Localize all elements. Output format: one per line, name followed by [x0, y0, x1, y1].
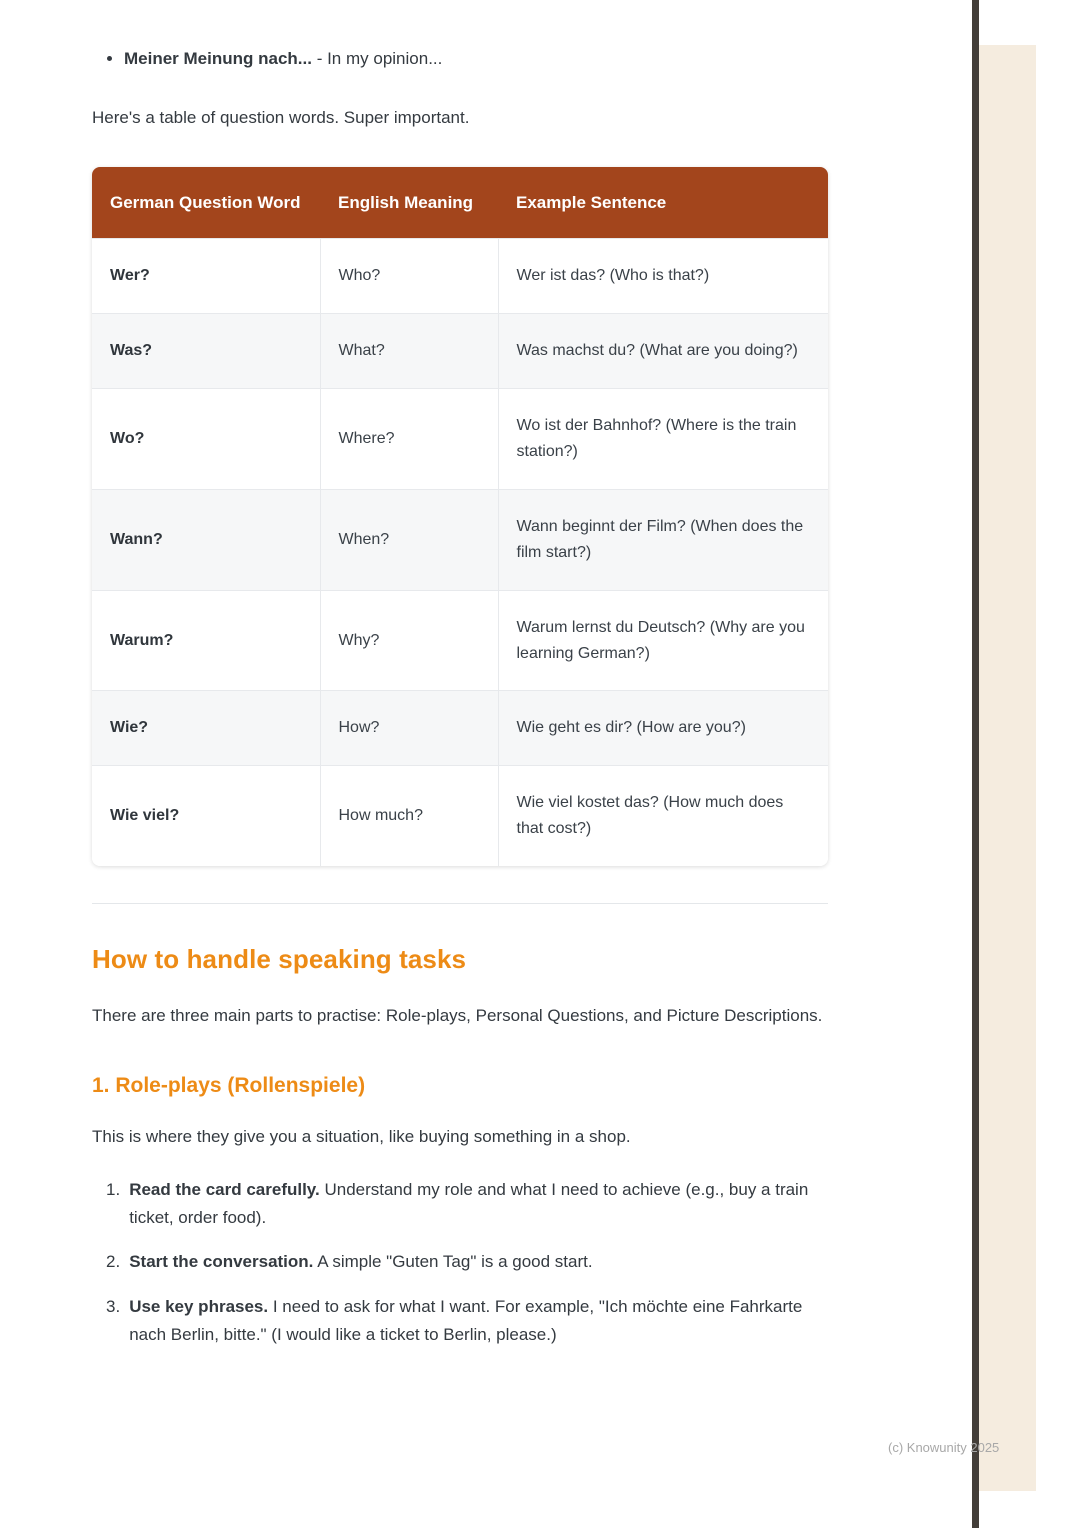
step-item	[106, 1293, 828, 1348]
table-row	[92, 590, 828, 691]
header-example-sentence: Example Sentence	[498, 167, 828, 239]
step-rest: I need to ask for what I want. For example, "Ich möchte eine Fahrkarte nach Berlin, bitte." (I would like a ticket to Berlin, please.)	[129, 1296, 803, 1344]
step-bold: Start the conversation.	[129, 1252, 314, 1272]
cell-english: Who?	[320, 239, 498, 314]
cell-example: Was machst du? (What are you doing?)	[498, 314, 828, 389]
step-number: 1.	[106, 1180, 121, 1200]
page-edge-divider	[972, 0, 979, 1528]
step-number: 3.	[106, 1296, 121, 1316]
step-item	[106, 1176, 828, 1231]
cell-english: Why?	[320, 590, 498, 691]
cell-english: How much?	[320, 766, 498, 866]
table-row	[92, 691, 828, 766]
cell-german: Was?	[92, 314, 320, 389]
table-row	[92, 239, 828, 314]
cell-example: Warum lernst du Deutsch? (Why are you learning German?)	[498, 590, 828, 691]
speaking-tasks-intro: There are three main parts to practise: Role-plays, Personal Questions, and Picture Descriptions.	[92, 1006, 823, 1026]
cell-english: What?	[320, 314, 498, 389]
cell-example: Wie viel kostet das? (How much does that cost?)	[498, 766, 828, 866]
step-text	[129, 1293, 828, 1348]
step-text	[129, 1176, 828, 1231]
table-row	[92, 314, 828, 389]
bullet-phrase-german: Meiner Meinung nach...	[124, 49, 312, 68]
cell-example: Wann beginnt der Film? (When does the film start?)	[498, 489, 828, 590]
cell-german: Wie?	[92, 691, 320, 766]
cell-english: How?	[320, 691, 498, 766]
cell-german: Wo?	[92, 389, 320, 490]
roleplay-steps-list	[92, 1176, 828, 1348]
phrase-bullet-list	[106, 46, 828, 72]
table-intro-paragraph: Here's a table of question words. Super important.	[92, 107, 470, 127]
cell-german: Warum?	[92, 590, 320, 691]
step-rest: Understand my role and what I need to achieve (e.g., buy a train ticket, order food).	[129, 1180, 809, 1227]
bullet-phrase-english: - In my opinion...	[311, 49, 443, 68]
step-text	[129, 1248, 828, 1276]
section-title-speaking-tasks: How to handle speaking tasks	[92, 944, 467, 975]
roleplays-intro: This is where they give you a situation, like buying something in a shop.	[92, 1127, 631, 1147]
cell-example: Wo ist der Bahnhof? (Where is the train station?)	[498, 389, 828, 490]
cell-example: Wer ist das? (Who is that?)	[498, 239, 828, 314]
cell-english: Where?	[320, 389, 498, 490]
cell-german: Wann?	[92, 489, 320, 590]
table-row	[92, 766, 828, 866]
page-margin-strip	[979, 45, 1036, 1491]
cell-german: Wie viel?	[92, 766, 320, 866]
step-bold: Use key phrases.	[129, 1296, 269, 1316]
table-header-row	[92, 167, 828, 239]
step-bold: Read the card carefully.	[129, 1180, 320, 1200]
table-row	[92, 489, 828, 590]
header-german-question-word: German Question Word	[92, 167, 320, 239]
step-rest: A simple "Guten Tag" is a good start.	[313, 1252, 593, 1272]
cell-example: Wie geht es dir? (How are you?)	[498, 691, 828, 766]
step-number: 2.	[106, 1252, 121, 1272]
table-row	[92, 389, 828, 490]
header-english-meaning: English Meaning	[320, 167, 498, 239]
cell-english: When?	[320, 489, 498, 590]
bullet-item-meiner-meinung	[124, 46, 828, 72]
subsection-title-roleplays: 1. Role-plays (Rollenspiele)	[92, 1074, 366, 1098]
watermark-text: (c) Knowunity 2025	[888, 1440, 1000, 1455]
document-content	[92, 46, 828, 1365]
cell-german: Wer?	[92, 239, 320, 314]
question-words-table	[92, 167, 828, 866]
section-divider	[92, 903, 828, 904]
step-item	[106, 1248, 828, 1276]
